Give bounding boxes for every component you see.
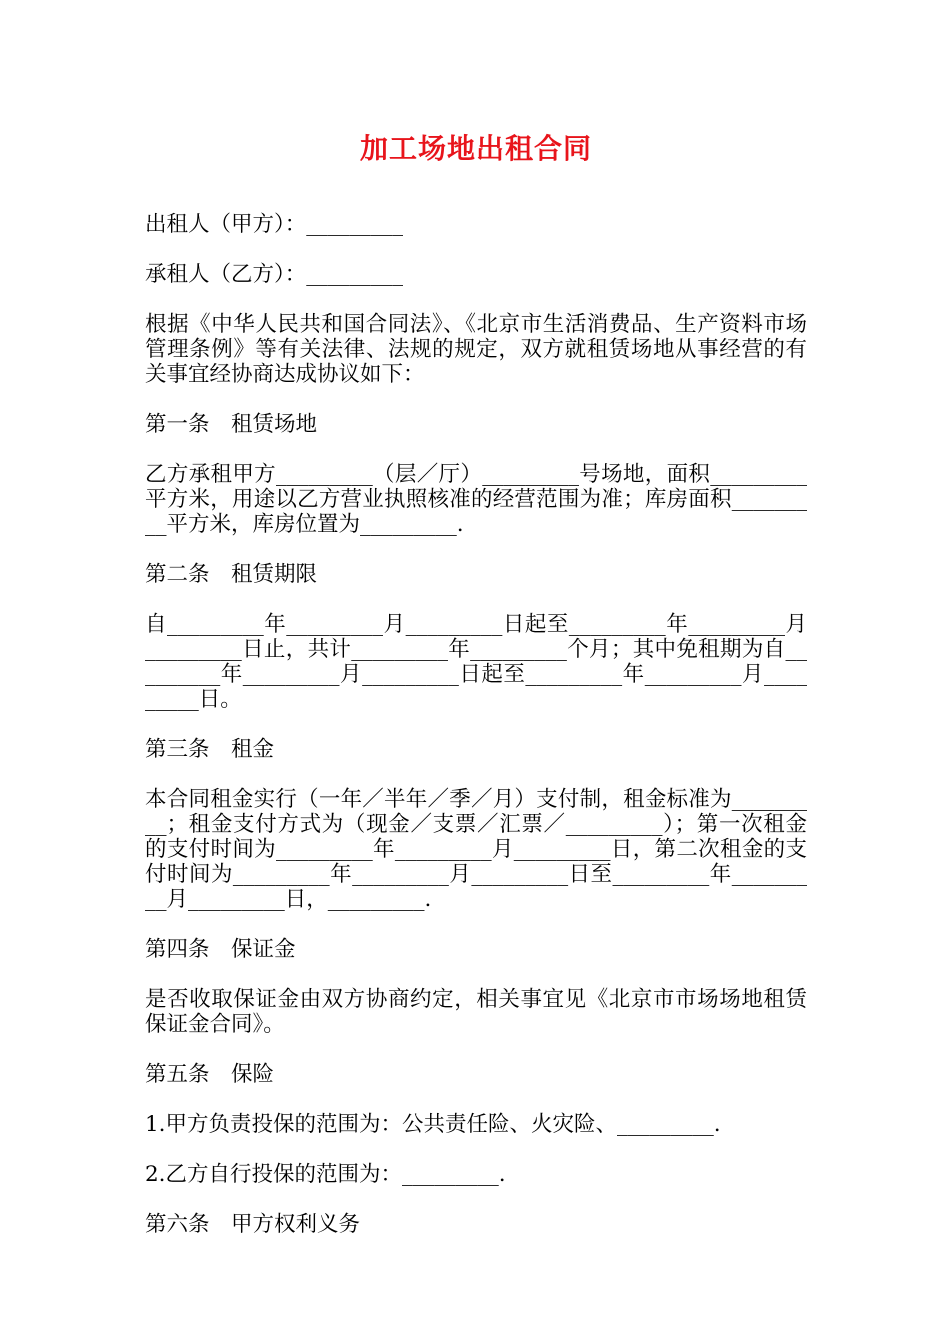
article-4-heading: 第四条 保证金	[145, 937, 296, 962]
article-1-heading: 第一条 租赁场地	[145, 412, 318, 437]
article-6-heading: 第六条 甲方权利义务	[145, 1212, 361, 1237]
article-1-body: 乙方承租甲方_________（层／厅）_________号场地，面积_________平方米，用途以乙方营业执照核准的经营范围为准；库房面积_________平方米，库房位置为_________.	[145, 462, 807, 537]
article-5-item-1: 1.甲方负责投保的范围为：公共责任险、火灾险、_________.	[145, 1112, 721, 1137]
article-2-body: 自_________年_________月_________日起至_________年_________月_________日止，共计_________年_________个月；其中免租期为自_________年_________月_________日起至_________年_________月_________日。	[145, 612, 807, 712]
document-page	[145, 128, 807, 1262]
lessor-line: 出租人（甲方）：_________	[145, 212, 404, 237]
article-3-body: 本合同租金实行（一年／半年／季／月）支付制，租金标准为_________；租金支付方式为（现金／支票／汇票／_________）；第一次租金的支付时间为_________年_________月_________日，第二次租金的支付时间为_________年_________月_________日至_________年_________月_________日，_________.	[145, 787, 807, 912]
article-5-heading: 第五条 保险	[145, 1062, 275, 1087]
document-title: 加工场地出租合同	[359, 132, 592, 165]
preamble-paragraph: 根据《中华人民共和国合同法》、《北京市生活消费品、生产资料市场管理条例》等有关法律、法规的规定，双方就租赁场地从事经营的有关事宜经协商达成协议如下：	[145, 312, 807, 387]
article-2-heading: 第二条 租赁期限	[145, 562, 318, 587]
article-5-item-2: 2.乙方自行投保的范围为：_________.	[145, 1162, 506, 1187]
article-4-body: 是否收取保证金由双方协商约定，相关事宜见《北京市市场场地租赁保证金合同》。	[145, 987, 807, 1037]
lessee-line: 承租人（乙方）：_________	[145, 262, 404, 287]
article-3-heading: 第三条 租金	[145, 737, 275, 762]
